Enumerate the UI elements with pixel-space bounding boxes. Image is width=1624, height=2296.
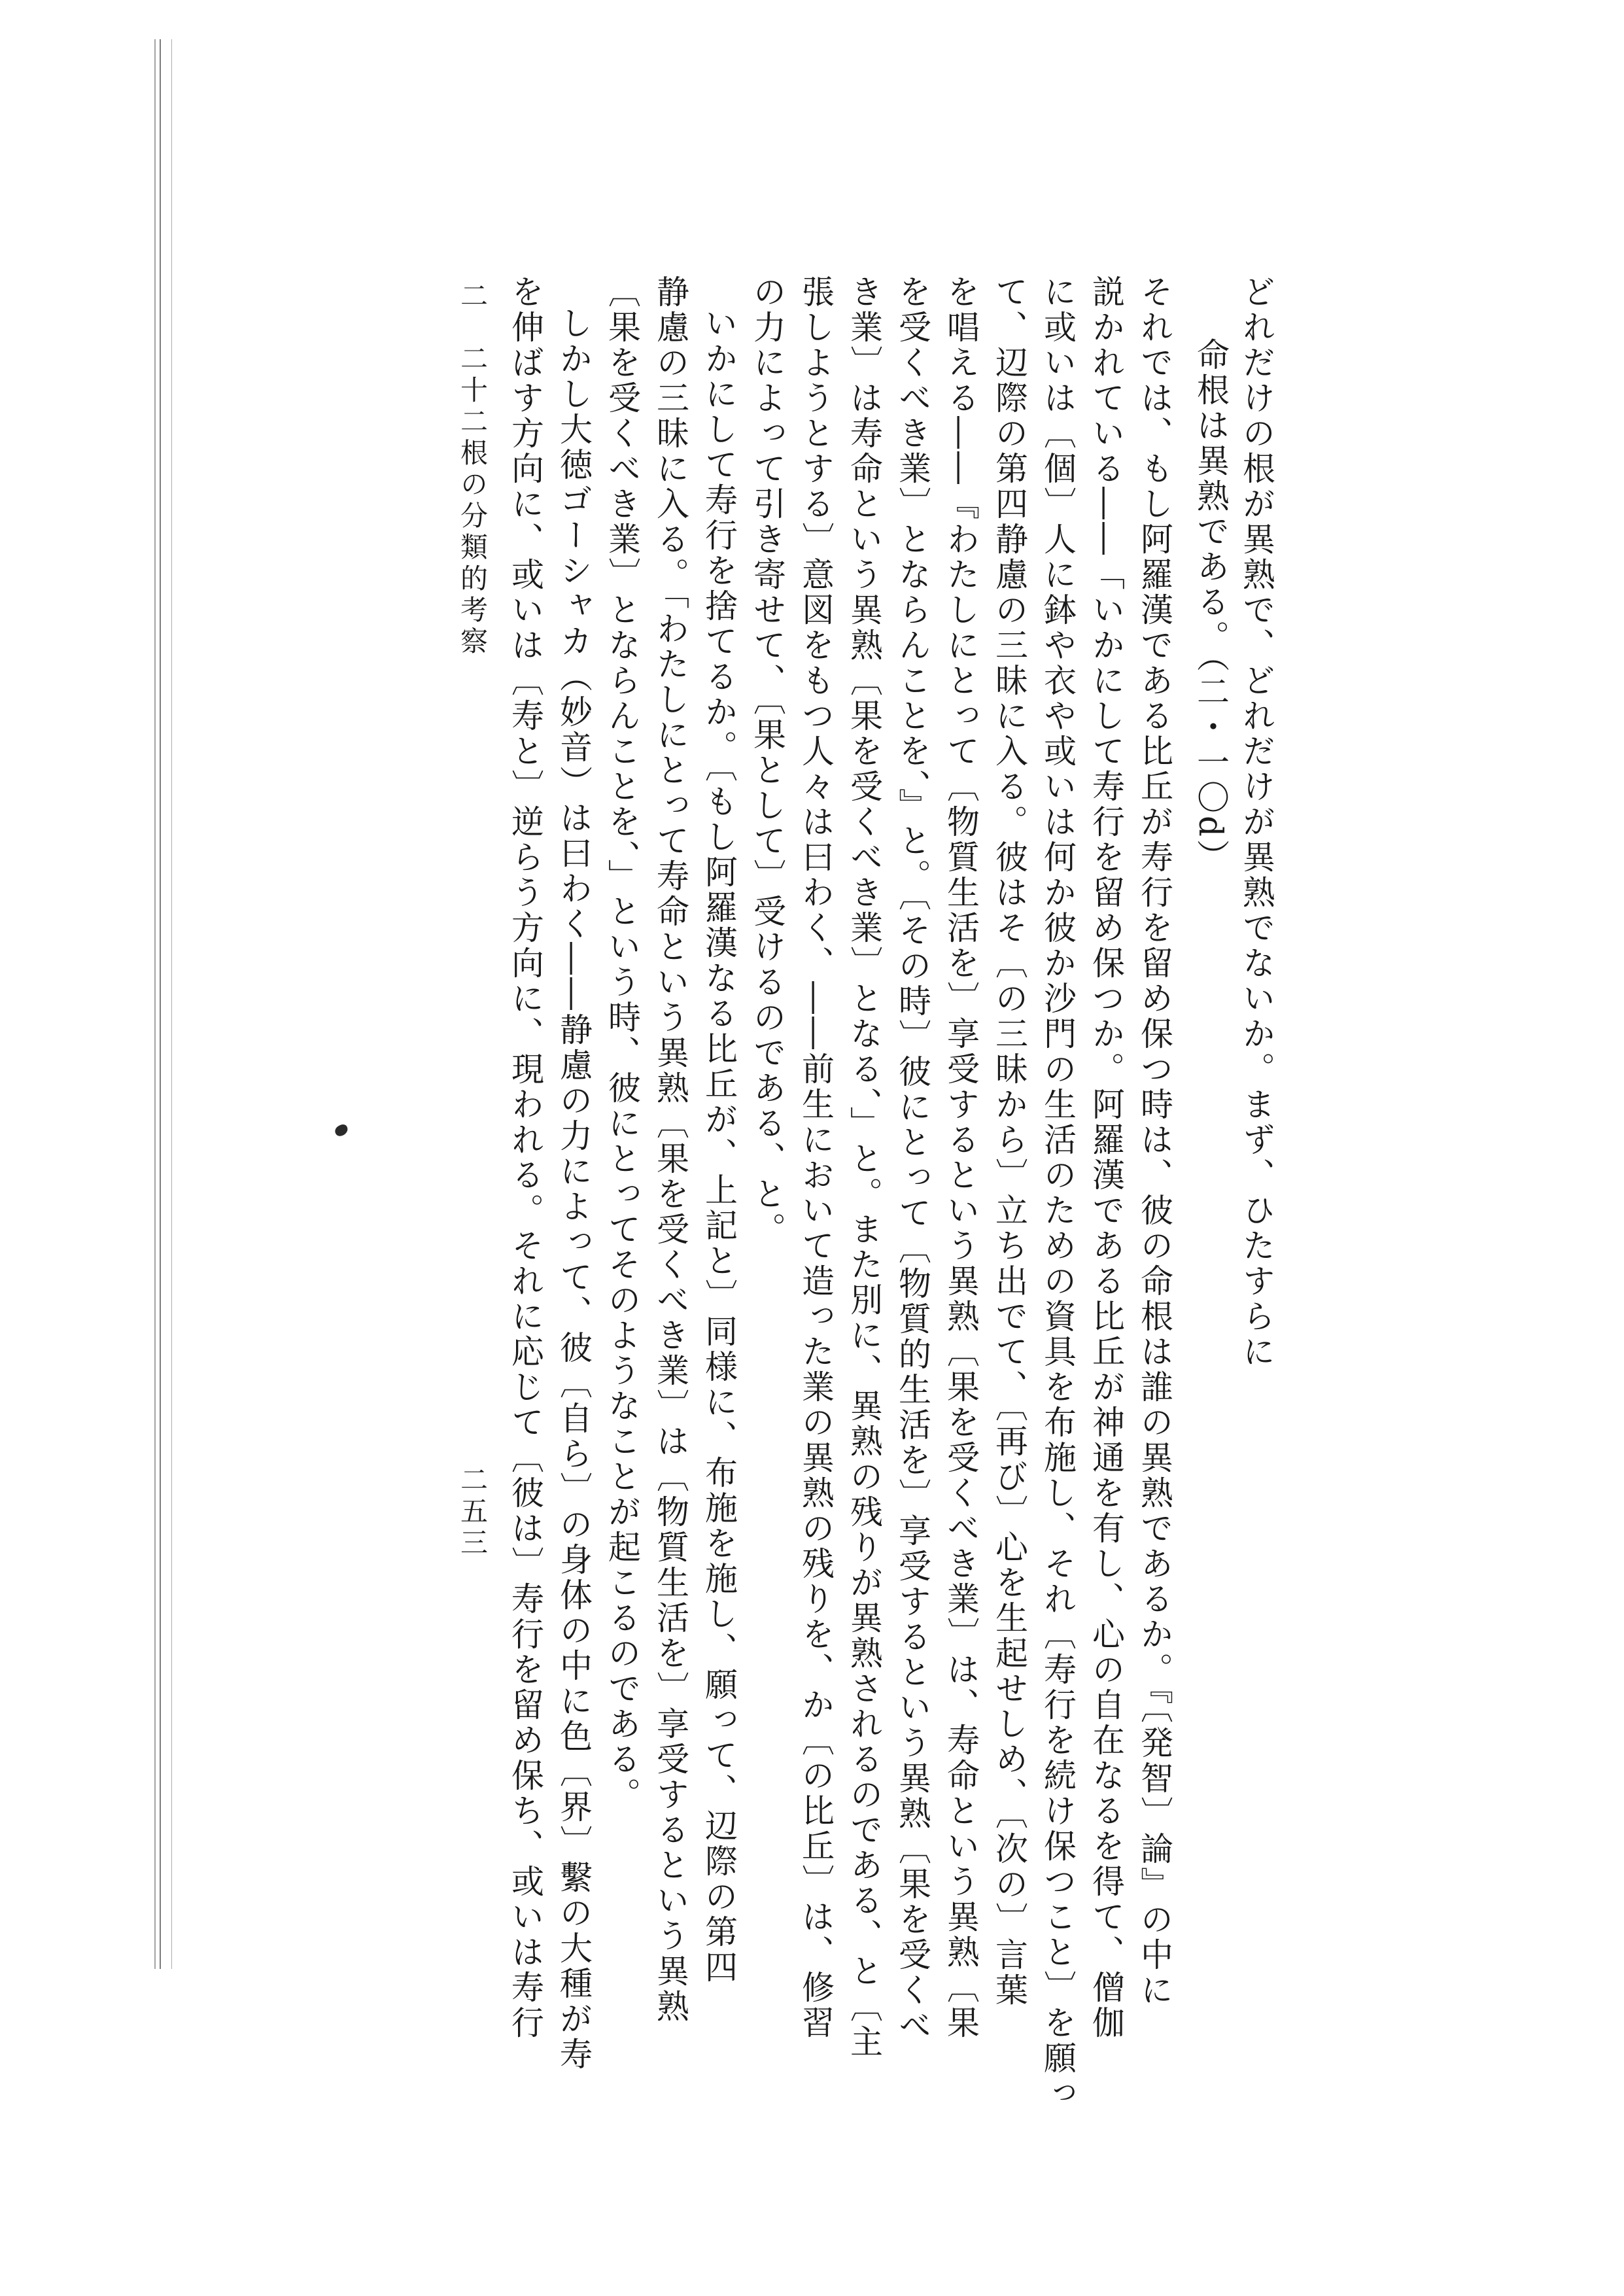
text-line: を伸ばす方向に、或いは〔寿と〕逆らう方向に、現われる。それに応じて〔彼は〕寿行を留め保ち、或いは寿行 — [506, 275, 544, 2041]
text-line: を唱える――『わたしにとって〔物質生活を〕享受するという異熟〔果を受くべき業〕は、寿命という異熟〔果 — [942, 275, 980, 2041]
text-line: て、辺際の第四静慮の三昧に入る。彼はそ〔の三昧から〕立ち出でて、〔再び〕心を生起せしめ、〔次の〕言葉 — [990, 275, 1028, 2008]
text-line: 張しようとする〕意図をもつ人々は曰わく、――前生において造った業の異熟の残りを、か〔の比丘〕は、修習 — [797, 275, 835, 2041]
binding-line — [171, 39, 172, 1969]
text-line: を受くべき業〕とならんことを、』と。〔その時〕彼にとって〔物質的生活を〕享受するという異熟〔果を受くべ — [893, 275, 931, 2044]
text-line: しかし大徳ゴーシャカ（妙音）は曰わく――静慮の力によって、彼〔自ら〕の身体の中に色〔界〕繫の大種が寿 — [555, 306, 593, 2072]
text-line-verse: 命根は異熟である。（二・一〇d） — [1192, 338, 1230, 875]
text-line: の力によって引き寄せて、〔果として〕受けるのである、と。 — [748, 275, 786, 1247]
text-line: どれだけの根が異熟で、どれだけが異熟でないか。まず、ひたすらに — [1237, 275, 1275, 1370]
text-line: に或いは〔個〕人に鉢や衣や或いは何か彼か沙門の生活のための資具を布施し、それ〔寿行を続け保つこと〕を願っ — [1039, 275, 1077, 2112]
text-line: 静慮の三昧に入る。「わたしにとって寿命という異熟〔果を受くべき業〕は〔物質生活を〕享受するという異熟 — [651, 275, 689, 2025]
binding-line — [160, 39, 161, 1969]
binding-line — [154, 39, 156, 1969]
text-line: いかにして寿行を捨てるか。〔もし阿羅漢なる比丘が、上記と〕同様に、布施を施し、願って、辺際の第四 — [700, 306, 738, 1985]
text-line: 説かれている――「いかにして寿行を留め保つか。阿羅漢である比丘が神通を有し、心の自在なるを得て、僧伽 — [1087, 275, 1125, 2041]
text-line: それでは、もし阿羅漢である比丘が寿行を留め保つ時は、彼の命根は誰の異熟であるか。『〔発智〕論』の中に — [1135, 275, 1173, 2008]
running-footer-section: 二 二十二根の分類的考察 — [457, 281, 489, 658]
text-line: き業〕は寿命という異熟〔果を受くべき業〕となる、」と。また別に、異熟の残りが異熟されるのである、と〔主 — [845, 275, 883, 2060]
text-line: 〔果を受くべき業〕とならんことを、」という時、彼にとってそのようなことが起こるのである。 — [603, 275, 641, 1813]
ink-smudge — [334, 1123, 350, 1138]
page-number: 二五三 — [457, 1465, 489, 1559]
